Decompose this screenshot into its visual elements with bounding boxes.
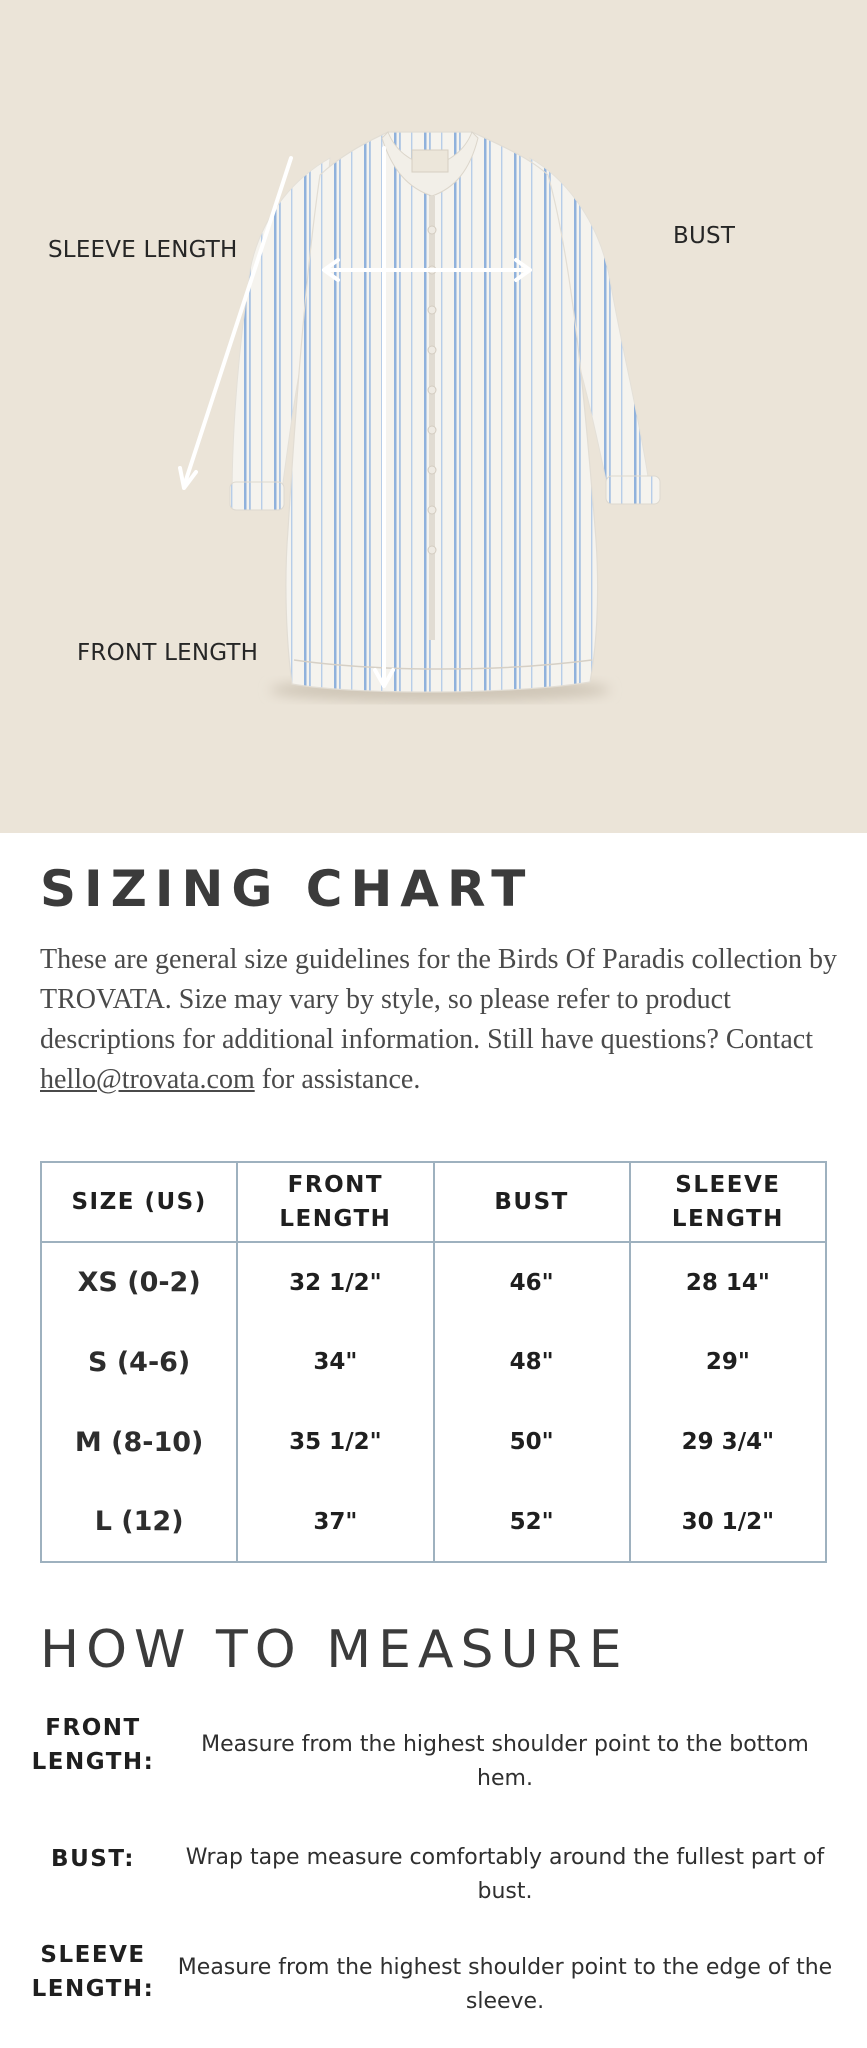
left-cuff — [230, 482, 284, 510]
measure-label-line: BUST: — [51, 1846, 135, 1872]
front-length-cell: 37" — [237, 1482, 433, 1562]
dress-body — [286, 132, 598, 692]
measure-description: Measure from the highest shoulder point to the edge of the sleeve. — [177, 1955, 833, 2014]
column-header-label: LENGTH — [671, 1206, 784, 1232]
column-header-label: LENGTH — [279, 1206, 392, 1232]
size-cell: XS (0-2) — [41, 1242, 237, 1322]
front-length-cell: 35 1/2" — [237, 1402, 433, 1482]
measure-label — [20, 1842, 166, 1876]
sleeve-length-cell: 29 3/4" — [630, 1402, 826, 1482]
sizing-chart-title: SIZING CHART — [40, 860, 534, 918]
contact-email-link[interactable]: hello@trovata.com — [40, 1064, 255, 1095]
table-row — [41, 1322, 826, 1402]
column-header-bust — [434, 1162, 630, 1242]
measure-label — [20, 1938, 166, 2006]
column-header-label: SIZE (US) — [71, 1189, 207, 1215]
table-row — [41, 1402, 826, 1482]
table-header-row — [41, 1162, 826, 1242]
intro-body: These are general size guidelines for the Birds Of Paradis collection by TROVATA. Size may vary by style, so please refer to product descriptions for additional information. Still have questions? Contact — [40, 944, 837, 1055]
size-cell: S (4-6) — [41, 1322, 237, 1402]
front-length-cell: 32 1/2" — [237, 1242, 433, 1322]
bust-cell: 52" — [434, 1482, 630, 1562]
front-length-cell: 34" — [237, 1322, 433, 1402]
intro-suffix: for assistance. — [261, 1064, 421, 1095]
measure-label-line: FRONT — [45, 1715, 141, 1741]
column-header-size — [41, 1162, 237, 1242]
sleeve-length-cell: 29" — [630, 1322, 826, 1402]
bust-cell: 50" — [434, 1402, 630, 1482]
column-header-label: FRONT — [287, 1172, 384, 1198]
size-cell: L (12) — [41, 1482, 237, 1562]
sleeve-length-label: SLEEVE LENGTH — [48, 237, 238, 263]
measure-label-line: LENGTH: — [31, 1976, 155, 2002]
column-header-sleeve-length — [630, 1162, 826, 1242]
sizing-table — [40, 1161, 827, 1563]
column-header-label: SLEEVE — [675, 1172, 781, 1198]
table-row — [41, 1242, 826, 1322]
sleeve-length-cell: 30 1/2" — [630, 1482, 826, 1562]
column-header-label: BUST — [494, 1189, 569, 1215]
dress-tag — [412, 150, 448, 172]
bust-cell: 48" — [434, 1322, 630, 1402]
measure-label-line: SLEEVE — [40, 1942, 146, 1968]
size-cell: M (8-10) — [41, 1402, 237, 1482]
right-cuff — [606, 476, 660, 504]
measure-description: Wrap tape measure comfortably around the fullest part of bust. — [185, 1845, 825, 1904]
table-row — [41, 1482, 826, 1562]
hero-section — [0, 0, 867, 833]
measure-description: Measure from the highest shoulder point to the bottom hem. — [201, 1732, 809, 1791]
how-to-measure-title: HOW TO MEASURE — [40, 1620, 629, 1680]
sizing-intro-text — [40, 940, 840, 1100]
sleeve-length-cell: 28 14" — [630, 1242, 826, 1322]
front-length-label: FRONT LENGTH — [77, 640, 259, 666]
bust-label: BUST — [673, 223, 736, 249]
column-header-front-length — [237, 1162, 433, 1242]
dress-measurement-illustration — [0, 0, 867, 833]
measure-label — [20, 1711, 166, 1779]
measure-label-line: LENGTH: — [31, 1749, 155, 1775]
bust-cell: 46" — [434, 1242, 630, 1322]
